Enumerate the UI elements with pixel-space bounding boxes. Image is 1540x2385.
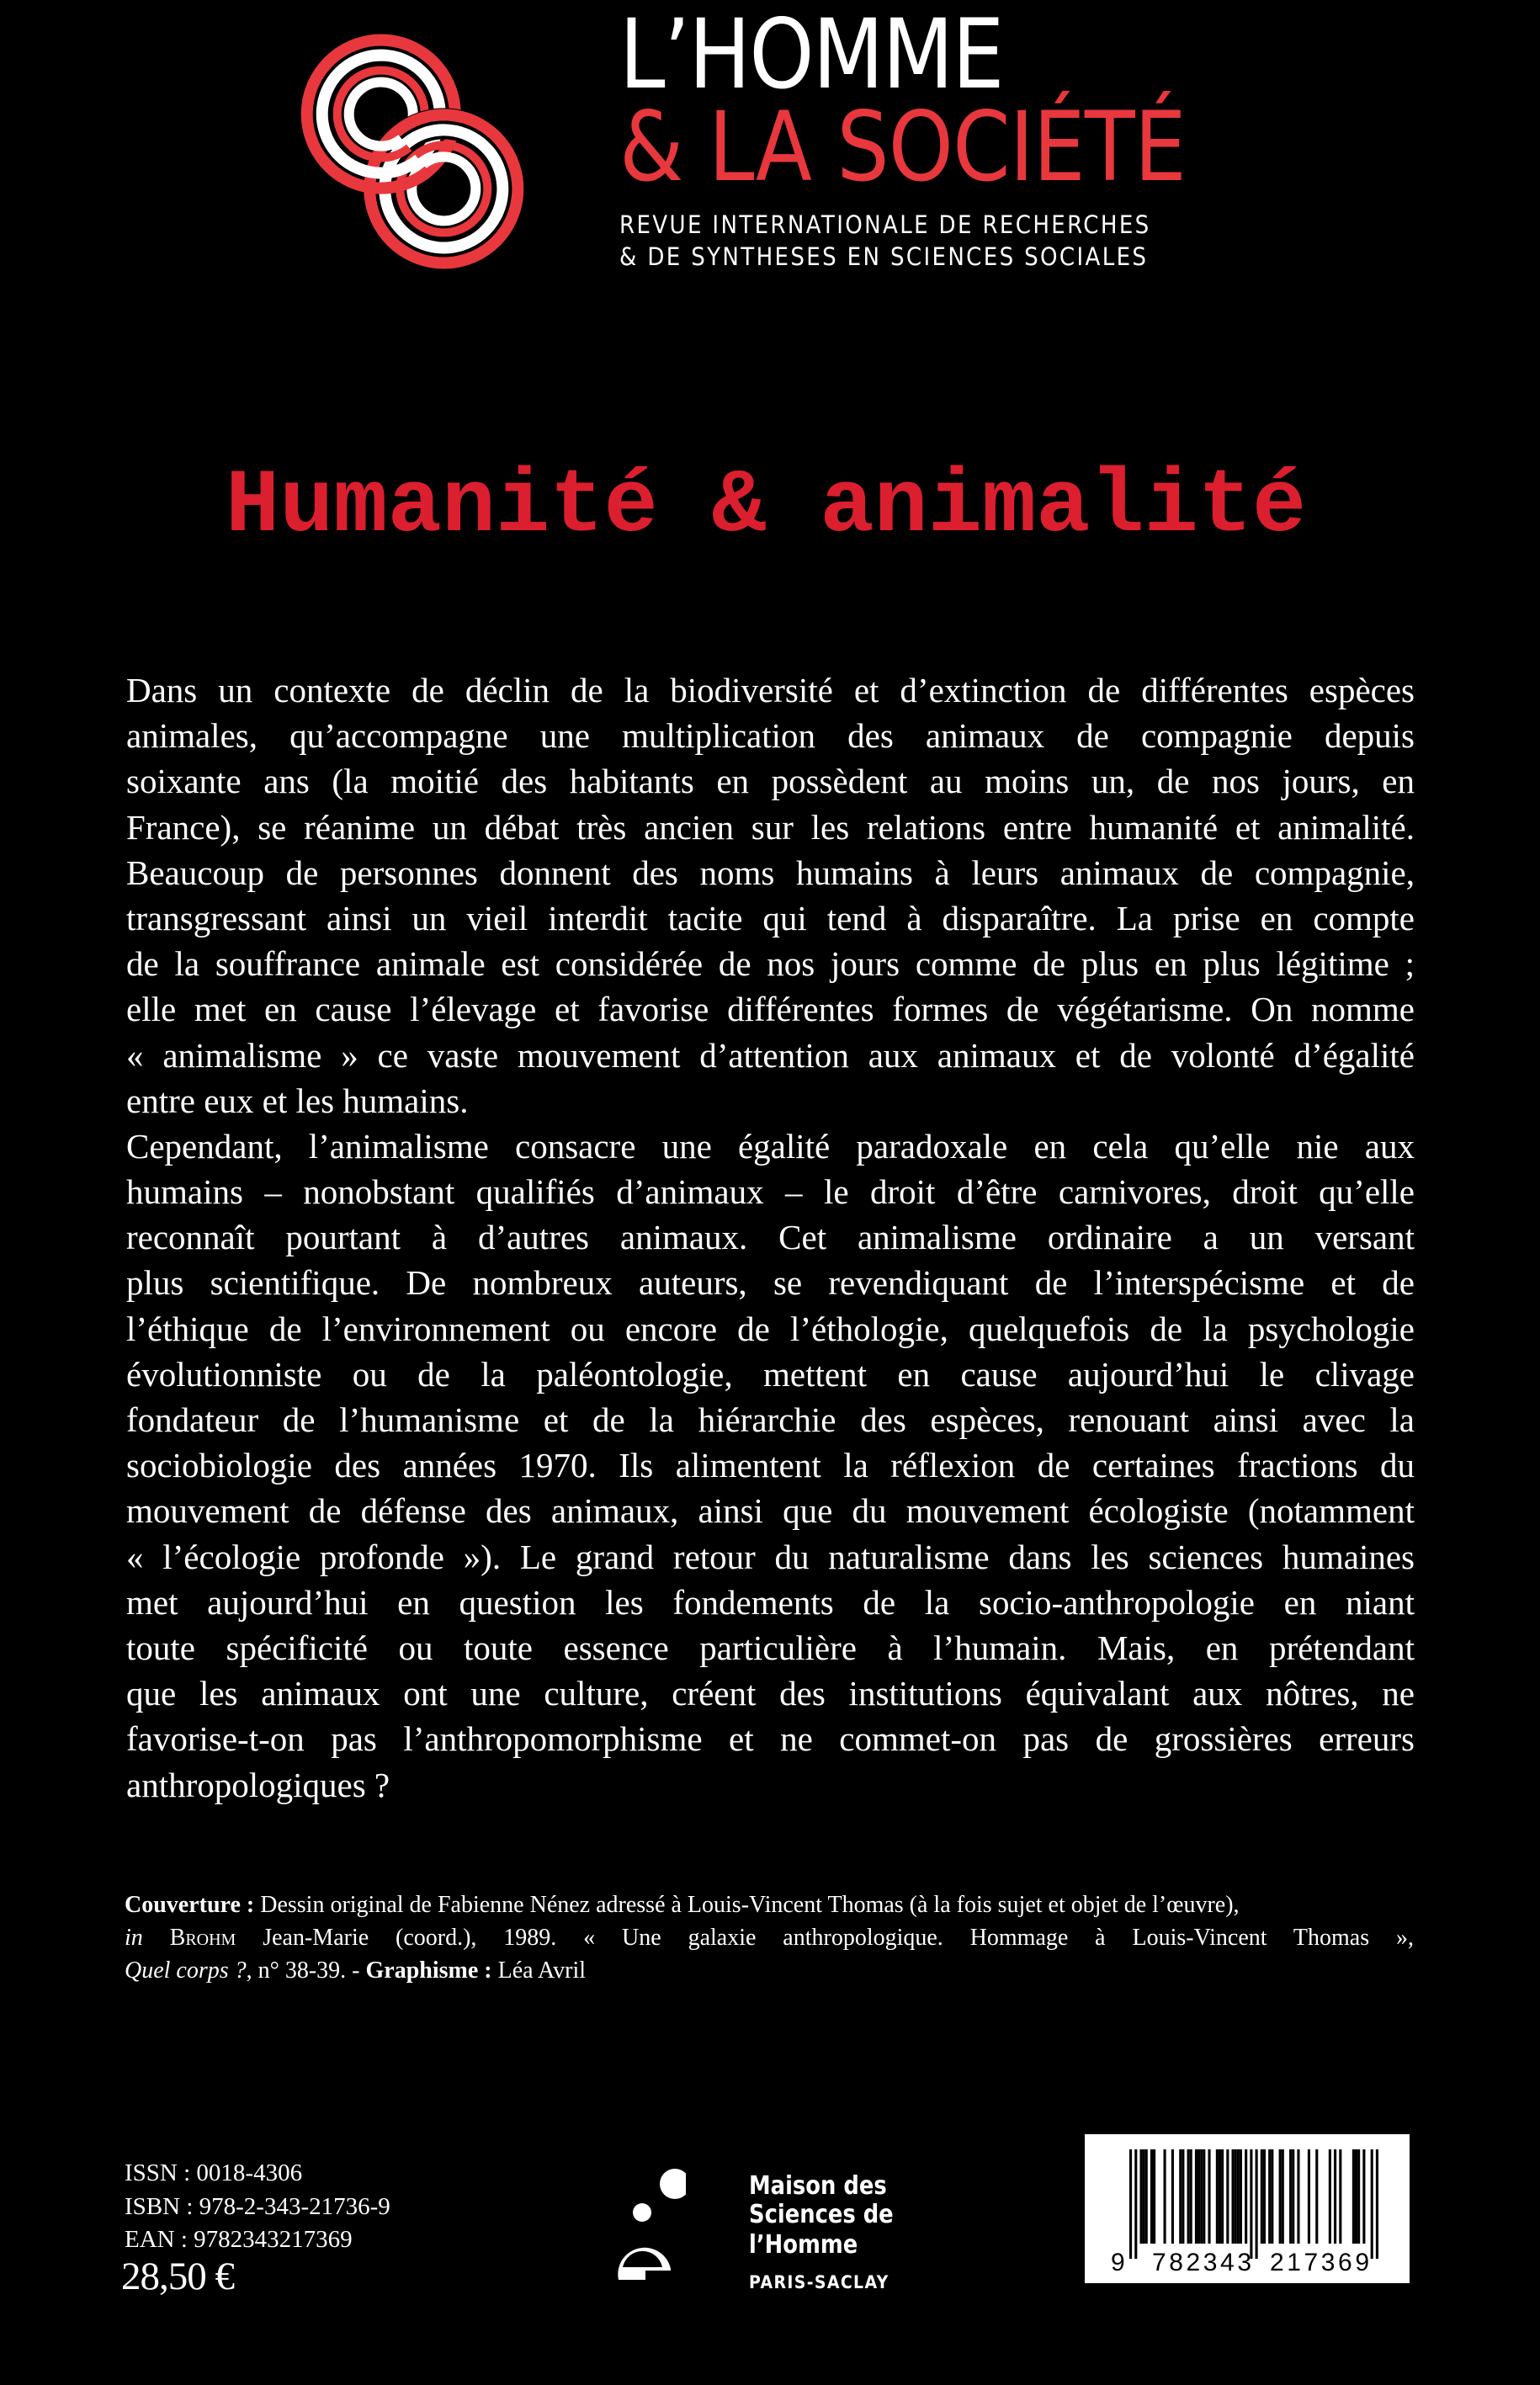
barcode-bar	[1200, 2149, 1203, 2244]
barcode-bar	[1203, 2149, 1205, 2244]
barcode-digits-right: 217369	[1270, 2249, 1369, 2276]
text-line: anthropologiques ?	[126, 1765, 390, 1804]
in-label: in	[125, 1925, 143, 1951]
cover-label: Couverture :	[125, 1892, 255, 1918]
barcode-guard-bar	[1250, 2149, 1252, 2259]
barcode-bar	[1195, 2149, 1197, 2244]
cover-credits	[125, 1888, 1414, 1987]
isbn: ISBN : 978-2-343-21736-9	[125, 2192, 390, 2220]
credits-line	[125, 1888, 1414, 1921]
text-line: transgressant ainsi un vieil interdit tacite qui tend à disparaître. La prise en compte	[126, 898, 1415, 938]
text-line: fondateur de l’humanisme et de la hiérarchie des espèces, renouant ainsi avec la	[126, 1400, 1415, 1439]
barcode-bar	[1150, 2149, 1153, 2244]
text-line: « animalisme » ce vaste mouvement d’attention aux animaux et de volonté d’égalité	[126, 1035, 1415, 1075]
barcode-bar	[1139, 2149, 1142, 2244]
barcode-bar	[1245, 2149, 1247, 2244]
barcode-bar	[1240, 2149, 1242, 2244]
barcode-bar	[1226, 2149, 1229, 2244]
text-line: mouvement de défense des animaux, ainsi que du mouvement écologiste (notamment	[126, 1491, 1415, 1531]
barcode-bar	[1219, 2149, 1221, 2244]
barcode-bar	[1208, 2149, 1210, 2244]
design-label: Graphisme :	[365, 1957, 492, 1984]
text-line: Dans un contexte de déclin de la biodiversité et d’extinction de différentes espèces	[126, 671, 1415, 709]
text-line: soixante ans (la moitié des habitants en possèdent au moins un, de nos jours, en	[126, 762, 1415, 801]
barcode-digit-first: 9	[1111, 2249, 1125, 2276]
issue-title: Humanité & animalité	[226, 456, 1307, 558]
publisher-name-line2: Sciences de	[749, 2200, 894, 2229]
msh-e-dots-icon	[610, 2163, 686, 2297]
text-line: que les animaux ont une culture, créent des institutions équivalant aux nôtres, ne	[126, 1674, 1415, 1713]
barcode-bar	[1315, 2149, 1318, 2244]
barcode-bar	[1334, 2149, 1336, 2244]
barcode-bars	[1129, 2149, 1378, 2259]
journal-name-line1: L’HOMME	[619, 0, 1003, 110]
text-line: France), se réanime un débat très ancien sur les relations entre humanité et animalité.	[126, 807, 1415, 847]
text-line: toute spécificité ou toute essence particulière à l’humain. Mais, en prétendant	[126, 1628, 1415, 1667]
barcode-bar	[1279, 2149, 1282, 2244]
logo-ring-right	[335, 80, 539, 278]
barcode-bar	[1164, 2149, 1166, 2244]
barcode-bar	[1352, 2149, 1355, 2244]
journal-subtitle-line2: & DE SYNTHESES EN SCIENCES SOCIALES	[619, 242, 1149, 271]
text-line: sociobiologie des années 1970. Ils alimentent la réflexion de certaines fractions du	[126, 1446, 1415, 1485]
barcode-bar	[1190, 2149, 1192, 2244]
text-line: de la souffrance animale est considérée de nos jours comme de plus en plus légitime ;	[126, 944, 1415, 984]
barcode-bar	[1216, 2149, 1219, 2244]
text-line: plus scientifique. De nombreux auteurs, se revendiquant de l’interspécisme et de	[126, 1263, 1415, 1303]
abstract-text	[126, 667, 1415, 1808]
barcode-bar	[1339, 2149, 1341, 2244]
barcode-bar	[1197, 2149, 1200, 2244]
text-line: « l’écologie profonde »). Le grand retour du naturalisme dans les sciences humaines	[126, 1537, 1415, 1576]
text-line: évolutionniste ou de la paléontologie, mettent en cause aujourd’hui le clivage	[126, 1354, 1415, 1394]
barcode-bar	[1271, 2149, 1273, 2244]
text-line: elle met en cause l’élevage et favorise différentes formes de végétarisme. On nomme	[126, 990, 1415, 1029]
publication-info	[125, 2157, 390, 2257]
text-line: animales, qu’accompagne une multiplication des animaux de compagnie depuis	[126, 716, 1415, 756]
barcode-bar	[1357, 2149, 1360, 2244]
barcode-guard-bar	[1134, 2149, 1137, 2259]
barcode-bar	[1308, 2149, 1310, 2244]
abstract-paragraph-1	[126, 667, 1415, 1123]
price: 28,50 €	[121, 2255, 234, 2298]
barcode-bar	[1263, 2149, 1266, 2244]
barcode-guard-bar	[1256, 2149, 1258, 2259]
journal-name-line2: & LA SOCIÉTÉ	[619, 91, 1186, 203]
barcode-bar	[1179, 2149, 1182, 2244]
publisher-name-line1: Maison des	[749, 2171, 887, 2201]
text-line: humains – nonobstant qualifiés d’animaux – le droit d’être carnivores, droit qu’elle	[126, 1172, 1415, 1212]
barcode-bar	[1232, 2149, 1235, 2244]
author-surname: Brohm	[169, 1925, 236, 1951]
text-line: reconnaît pourtant à d’autres animaux. Cet animalisme ordinaire a un versant	[126, 1218, 1415, 1257]
barcode-bar	[1329, 2149, 1331, 2244]
barcode-bar	[1143, 2149, 1145, 2244]
publisher-location: PARIS-SACLAY	[749, 2272, 889, 2292]
abstract-paragraph-2	[126, 1123, 1415, 1808]
barcode-bar	[1153, 2149, 1155, 2244]
cover-description: Dessin original de Fabienne Nénez adressé à Louis-Vincent Thomas (à la fois sujet et objet de l’œuvre),	[254, 1892, 1240, 1918]
journal-reference: Quel corps ?	[125, 1957, 247, 1984]
barcode-bar	[1145, 2149, 1148, 2244]
barcode-bar	[1261, 2149, 1263, 2244]
journal-logo-icon	[286, 25, 539, 278]
publisher-name-line3: l’Homme	[749, 2230, 858, 2260]
barcode-digits-left: 782343	[1152, 2249, 1251, 2276]
text-line: met aujourd’hui en question les fondements de la socio-anthropologie en niant	[126, 1582, 1415, 1622]
barcode-guard-bar	[1371, 2149, 1373, 2259]
journal-subtitle-line1: REVUE INTERNATIONALE DE RECHERCHES	[619, 210, 1151, 239]
barcode-bar	[1182, 2149, 1184, 2244]
ean: EAN : 9782343217369	[125, 2226, 353, 2253]
designer-name: Léa Avril	[491, 1957, 587, 1984]
issn: ISSN : 0018-4306	[125, 2159, 303, 2186]
barcode-bar	[1297, 2149, 1299, 2244]
barcode-bar	[1235, 2149, 1237, 2244]
text-line: Beaucoup de personnes donnent des noms humains à leurs animaux de compagnie,	[126, 853, 1415, 892]
barcode-bar	[1362, 2149, 1365, 2244]
barcode-bar	[1355, 2149, 1357, 2244]
barcode-bar	[1282, 2149, 1284, 2244]
barcode-bar	[1268, 2149, 1271, 2244]
barcode-bar	[1237, 2149, 1240, 2244]
barcode-bar	[1187, 2149, 1190, 2244]
barcode-bar	[1171, 2149, 1174, 2244]
credits-line	[125, 1921, 1414, 1954]
barcode-guard-bar	[1376, 2149, 1378, 2259]
text-line: Cependant, l’animalisme consacre une égalité paradoxale en cela qu’elle nie aux	[126, 1126, 1415, 1166]
barcode-bar	[1221, 2149, 1224, 2244]
text-line: entre eux et les humains.	[126, 1081, 469, 1120]
credits-line	[125, 1954, 1414, 1987]
cover-reference: Jean-Marie (coord.), 1989. « Une galaxie anthropologique. Hommage à Louis-Vincent Thomas »,	[236, 1925, 1414, 1951]
issue-number: , n° 38-39. -	[246, 1957, 366, 1984]
ean-barcode	[1085, 2134, 1410, 2283]
barcode-graphic	[1085, 2134, 1410, 2283]
barcode-bar	[1289, 2149, 1292, 2244]
barcode-guard-bar	[1129, 2149, 1132, 2259]
text-line: favorise-t-on pas l’anthropomorphisme et ne commet-on pas de grossières erreurs	[126, 1719, 1415, 1759]
text-line: l’éthique de l’environnement ou encore de l’éthologie, quelquefois de la psychologie	[126, 1309, 1415, 1348]
barcode-bar	[1292, 2149, 1294, 2244]
